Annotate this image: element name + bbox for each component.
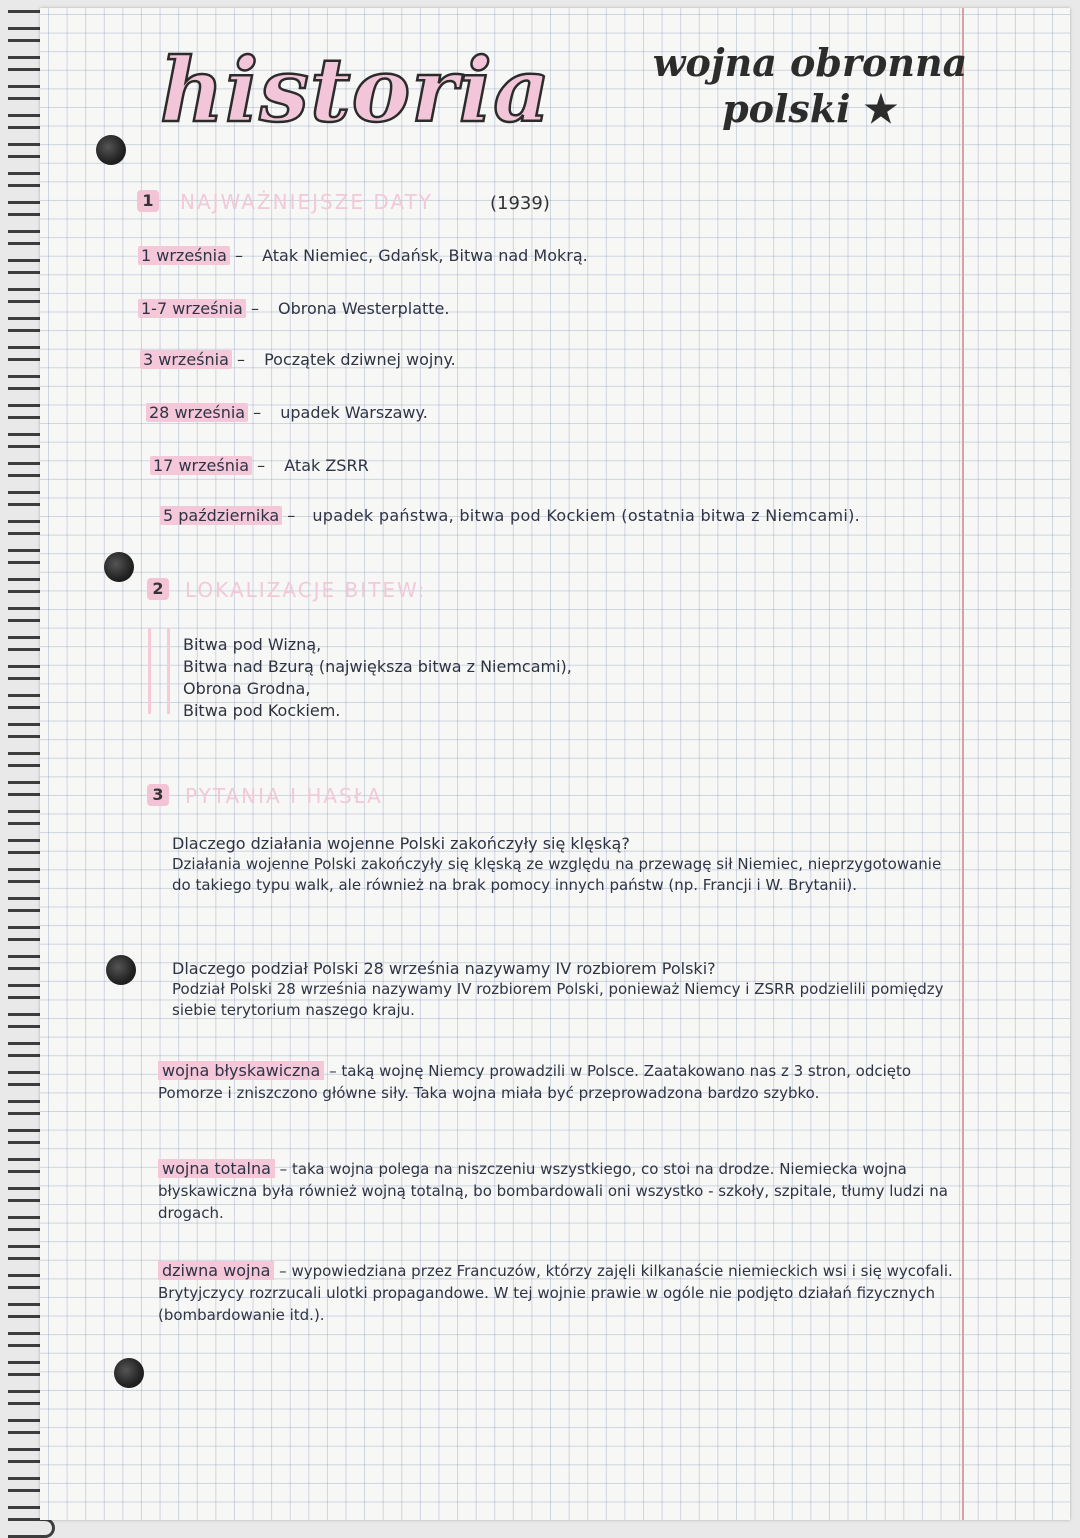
section-3-title: PYTANIA I HASŁA	[185, 784, 383, 808]
event-text: upadek państwa, bitwa pod Kockiem (ostatnia bitwa z Niemcami).	[312, 506, 861, 525]
punch-hole	[114, 1358, 144, 1388]
section-1-number: 1	[137, 190, 159, 212]
page-subtitle	[620, 40, 1000, 132]
punch-hole	[106, 955, 136, 985]
punch-hole	[96, 135, 126, 165]
subtitle-line-2: polski	[722, 86, 851, 131]
battle-item: Bitwa nad Bzurą (największa bitwa z Niemcami),	[183, 657, 572, 676]
event-date: 3 września	[140, 350, 232, 369]
section-1-title: NAJWAŻNIEJSZE DATY	[180, 190, 434, 214]
page-title: historia	[160, 38, 552, 142]
event-row: 1 września – Atak Niemiec, Gdańsk, Bitwa nad Mokrą.	[138, 246, 588, 265]
definition-term: wojna totalna	[158, 1159, 275, 1178]
event-date: 1-7 września	[138, 299, 246, 318]
spiral-coil	[8, 1518, 55, 1538]
definition-term: wojna błyskawiczna	[158, 1061, 324, 1080]
margin-line	[962, 8, 964, 1520]
event-date: 28 września	[146, 403, 248, 422]
event-row: 5 października – upadek państwa, bitwa pod Kockiem (ostatnia bitwa z Niemcami).	[160, 506, 860, 525]
event-text: Atak Niemiec, Gdańsk, Bitwa nad Mokrą.	[262, 246, 588, 265]
definition-text: taką wojnę Niemcy prowadzili w Polsce. Zaatakowano nas z 3 stron, odcięto Pomorze i zniszczono główne siły. Taka wojna miała być przeprowadzona bardzo szybko.	[158, 1062, 912, 1102]
event-row: 3 września – Początek dziwnej wojny.	[140, 350, 456, 369]
event-row: 28 września – upadek Warszawy.	[146, 403, 428, 422]
section-2-title: LOKALIZACJE BITEW:	[185, 578, 427, 602]
battle-item: Obrona Grodna,	[183, 679, 311, 698]
event-text: Obrona Westerplatte.	[278, 299, 450, 318]
event-text: upadek Warszawy.	[280, 403, 428, 422]
definition-block: wojna totalna – taka wojna polega na niszczeniu wszystkiego, co stoi na drodze. Niemiecka wojna błyskawiczna była również wojną totalną, bo bombardowali oni wszystko - szkoły, szpitale, tłumy ludzi na drogach.	[158, 1159, 948, 1222]
battle-item: Bitwa pod Kockiem.	[183, 701, 341, 720]
section-2-number: 2	[147, 578, 169, 600]
star-icon: ★	[863, 86, 898, 131]
section-1-year: (1939)	[490, 193, 550, 214]
event-date: 5 października	[160, 506, 282, 525]
definition-term: dziwna wojna	[158, 1261, 274, 1280]
subtitle-line-2-wrap	[620, 86, 1000, 132]
subtitle-line-1: wojna obronna	[652, 40, 968, 85]
question-text: Dlaczego działania wojenne Polski zakończyły się klęską?	[172, 834, 630, 853]
punch-hole	[104, 552, 134, 582]
question-text: Dlaczego podział Polski 28 września nazywamy IV rozbiorem Polski?	[172, 959, 716, 978]
definition-block: dziwna wojna – wypowiedziana przez Francuzów, którzy zajęli kilkanaście niemieckich wsi i się wycofali. Brytyjczycy rozrzucali ulotki propagandowe. W tej wojnie prawie w ogóle nie podjęto działań fizycznych (bombardowanie itd.).	[158, 1261, 953, 1324]
question-block	[172, 958, 952, 1021]
event-date: 1 września	[138, 246, 230, 265]
decorative-bracket	[148, 628, 170, 714]
event-date: 17 września	[150, 456, 252, 475]
event-row: 1-7 września – Obrona Westerplatte.	[138, 299, 449, 318]
event-text: Atak ZSRR	[284, 456, 369, 475]
section-3-number: 3	[147, 784, 169, 806]
battle-item: Bitwa pod Wizną,	[183, 635, 322, 654]
question-block	[172, 833, 952, 896]
definition-text: wypowiedziana przez Francuzów, którzy zajęli kilkanaście niemieckich wsi i się wycofali. Brytyjczycy rozrzucali ulotki propagandowe. W tej wojnie prawie w ogóle nie podjęto działań fizycznych (bombardowanie itd.).	[158, 1262, 953, 1324]
definition-text: taka wojna polega na niszczeniu wszystkiego, co stoi na drodze. Niemiecka wojna błyskawiczna była również wojną totalną, bo bombardowali oni wszystko - szkoły, szpitale, tłumy ludzi na drogach.	[158, 1160, 948, 1222]
definition-block: wojna błyskawiczna – taką wojnę Niemcy prowadzili w Polsce. Zaatakowano nas z 3 stron, odcięto Pomorze i zniszczono główne siły. Taka wojna miała być przeprowadzona bardzo szybko.	[158, 1061, 912, 1102]
event-row: 17 września – Atak ZSRR	[150, 456, 369, 475]
event-text: Początek dziwnej wojny.	[264, 350, 456, 369]
answer-text: Działania wojenne Polski zakończyły się klęską ze względu na przewagę sił Niemiec, nieprzygotowanie do takiego typu walk, ale również na brak pomocy innych państw (np. Francji i W. Brytanii).	[172, 855, 942, 894]
answer-text: Podział Polski 28 września nazywamy IV rozbiorem Polski, ponieważ Niemcy i ZSRR podzielili pomiędzy siebie terytorium naszego kraju.	[172, 980, 944, 1019]
